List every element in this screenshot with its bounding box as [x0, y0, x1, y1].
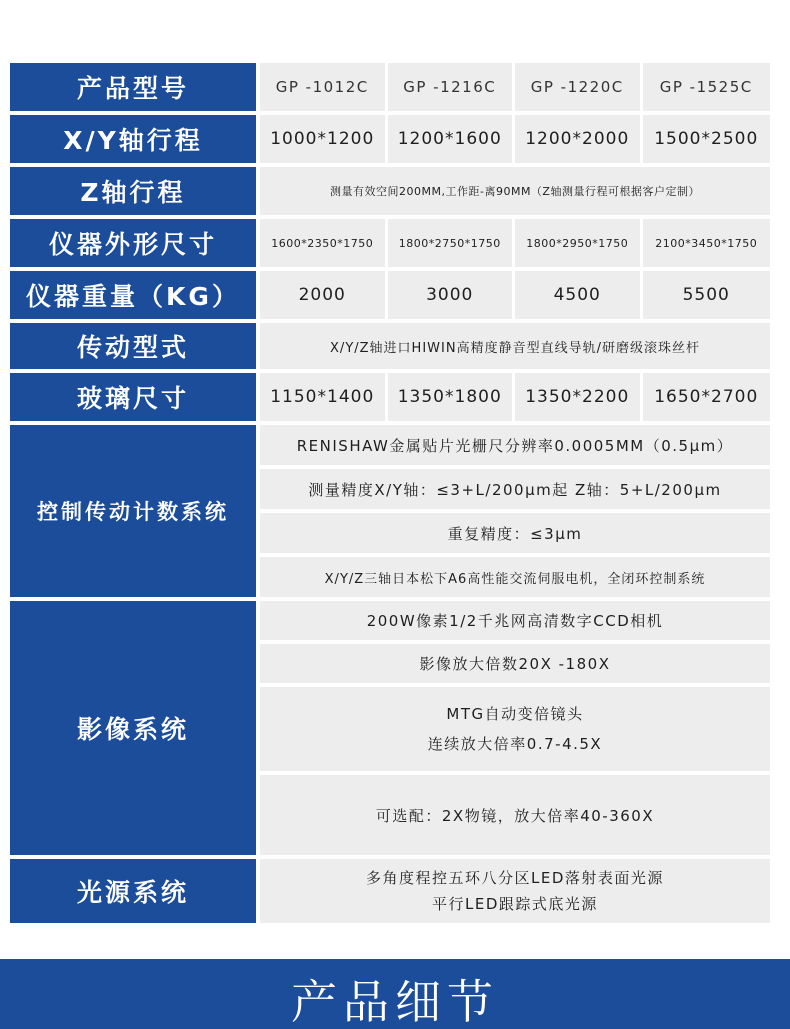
banner-title: 产品细节 — [291, 975, 499, 1029]
imaging-optional: 可选配：2X物镜，放大倍率40-360X — [260, 775, 770, 855]
row-drive — [10, 323, 770, 369]
dimensions-cell-2: 1800*2750*1750 — [388, 219, 516, 267]
row-dimensions — [10, 219, 770, 267]
xy-travel-cell-4: 1500*2500 — [643, 115, 771, 163]
dimensions-cell-4: 2100*3450*1750 — [643, 219, 771, 267]
imaging-item-2: 影像放大倍数20X -180X — [260, 644, 770, 683]
row-label-drive: 传动型式 — [10, 323, 260, 369]
row-label-z-travel: Z轴行程 — [10, 167, 260, 215]
xy-travel-cell-2: 1200*1600 — [388, 115, 516, 163]
glass-cell-4: 1650*2700 — [643, 373, 771, 421]
row-weight — [10, 271, 770, 319]
row-control-1 — [10, 425, 770, 465]
spec-table — [10, 59, 770, 927]
z-travel-value: 测量有效空间200MM,工作距-离90MM（Z轴测量行程可根据客户定制） — [260, 167, 770, 215]
row-label-weight: 仪器重量（KG） — [10, 271, 260, 319]
glass-cell-1: 1150*1400 — [260, 373, 388, 421]
xy-travel-cell-3: 1200*2000 — [515, 115, 643, 163]
drive-value: X/Y/Z轴进口HIWIN高精度静音型直线导轨/研磨级滚珠丝杆 — [260, 323, 770, 369]
control-item-4: X/Y/Z三轴日本松下A6高性能交流伺服电机，全闭环控制系统 — [260, 557, 770, 597]
imaging-lens-line-2: 连续放大倍率0.7-4.5X — [427, 735, 603, 753]
glass-cell-3: 1350*2200 — [515, 373, 643, 421]
row-label-dimensions: 仪器外形尺寸 — [10, 219, 260, 267]
weight-cell-3: 4500 — [515, 271, 643, 319]
imaging-lens — [260, 687, 770, 771]
imaging-item-1: 200W像素1/2千兆网高清数字CCD相机 — [260, 601, 770, 640]
model-cell-1: GP -1012C — [260, 63, 388, 111]
row-glass — [10, 373, 770, 421]
weight-cell-1: 2000 — [260, 271, 388, 319]
row-label-control: 控制传动计数系统 — [10, 425, 260, 597]
row-z-travel — [10, 167, 770, 215]
dimensions-cell-3: 1800*2950*1750 — [515, 219, 643, 267]
model-cell-3: GP -1220C — [515, 63, 643, 111]
row-label-light: 光源系统 — [10, 859, 260, 923]
imaging-lens-line-1: MTG自动变倍镜头 — [446, 705, 584, 723]
weight-cell-2: 3000 — [388, 271, 516, 319]
light-value — [260, 859, 770, 923]
model-cell-4: GP -1525C — [643, 63, 771, 111]
row-imaging-1 — [10, 601, 770, 640]
row-label-glass: 玻璃尺寸 — [10, 373, 260, 421]
control-item-2: 测量精度X/Y轴：≤3+L/200μm起 Z轴：5+L/200μm — [260, 469, 770, 509]
weight-cell-4: 5500 — [643, 271, 771, 319]
light-line-1: 多角度程控五环八分区LED落射表面光源 — [366, 869, 664, 887]
row-label-imaging: 影像系统 — [10, 601, 260, 855]
row-xy-travel — [10, 115, 770, 163]
dimensions-cell-1: 1600*2350*1750 — [260, 219, 388, 267]
row-label-xy-travel: X/Y轴行程 — [10, 115, 260, 163]
control-item-1: RENISHAW金属贴片光栅尺分辨率0.0005MM（0.5μm） — [260, 425, 770, 465]
glass-cell-2: 1350*1800 — [388, 373, 516, 421]
xy-travel-cell-1: 1000*1200 — [260, 115, 388, 163]
product-details-banner — [0, 959, 790, 1029]
model-cell-2: GP -1216C — [388, 63, 516, 111]
row-label-model: 产品型号 — [10, 63, 260, 111]
row-light — [10, 859, 770, 923]
light-line-2: 平行LED跟踪式底光源 — [432, 895, 598, 913]
control-item-3: 重复精度：≤3μm — [260, 513, 770, 553]
row-model — [10, 63, 770, 111]
